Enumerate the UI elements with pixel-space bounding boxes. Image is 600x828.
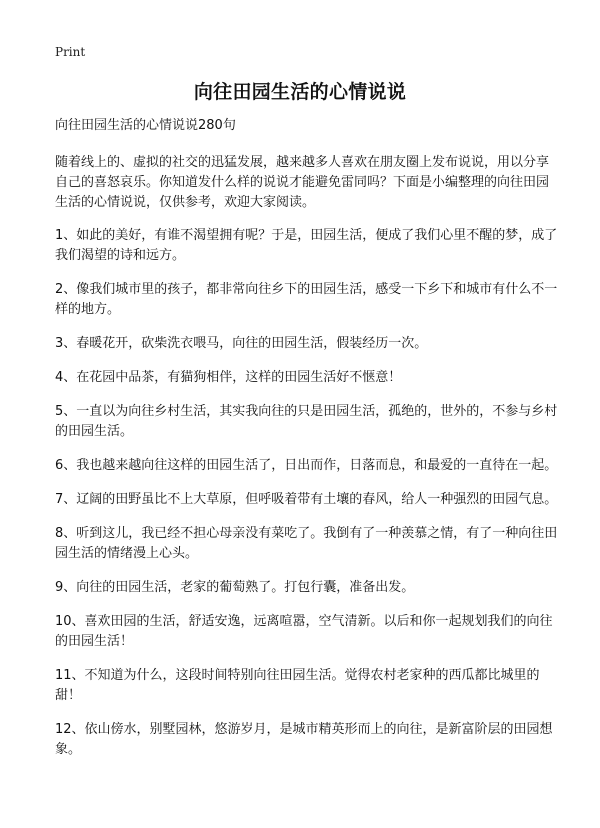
list-item: 12、依山傍水，别墅园林，悠游岁月，是城市精英形而上的向往，是新富阶层的田园想象。 <box>55 722 553 757</box>
list-item: 9、向往的田园生活，老家的葡萄熟了。打包行囊，准备出发。 <box>55 580 415 595</box>
list-item: 11、不知道为什么，这段时间特别向往田园生活。觉得农村老家种的西瓜都比城里的甜！ <box>55 668 540 703</box>
list-item: 2、像我们城市里的孩子，都非常向往乡下的田园生活，感受一下乡下和城市有什么不一样的地方。 <box>55 282 558 317</box>
list-item: 6、我也越来越向往这样的田园生活了，日出而作，日落而息，和最爱的一直待在一起。 <box>55 458 558 473</box>
list-item: 1、如此的美好，有谁不渴望拥有呢？于是，田园生活，便成了我们心里不醒的梦，成了我们渴望的诗和远方。 <box>55 228 558 263</box>
list-item: 5、一直以为向往乡村生活，其实我向往的只是田园生活，孤绝的，世外的，不参与乡村的田园生活。 <box>55 404 558 439</box>
list-item: 4、在花园中品茶，有猫狗相伴，这样的田园生活好不惬意！ <box>55 370 402 385</box>
page-title: 向往田园生活的心情说说 <box>193 81 407 103</box>
document-subtitle: 向往田园生活的心情说说280句 <box>55 118 236 133</box>
list-item: 7、辽阔的田野虽比不上大草原，但呼吸着带有土壤的春风，给人一种强烈的田园气息。 <box>55 492 558 507</box>
list-item: 10、喜欢田园的生活，舒适安逸，远离喧嚣，空气清新。以后和你一起规划我们的向往的田园生活！ <box>55 614 553 649</box>
print-link[interactable]: Print <box>55 45 86 59</box>
document-body <box>55 116 560 774</box>
list-item: 3、春暖花开，砍柴洗衣喂马，向往的田园生活，假装经历一次。 <box>55 336 428 351</box>
list-item: 8、听到这儿，我已经不担心母亲没有菜吃了。我倒有了一种羡慕之情，有了一种向往田园生活的情绪漫上心头。 <box>55 526 558 561</box>
intro-paragraph: 随着线上的、虚拟的社交的迅猛发展，越来越多人喜欢在朋友圈上发布说说，用以分享自己的喜怒哀乐。你知道发什么样的说说才能避免雷同吗？下面是小编整理的向往田园生活的心情说说，仅供参考，欢迎大家阅读。 <box>55 155 550 210</box>
